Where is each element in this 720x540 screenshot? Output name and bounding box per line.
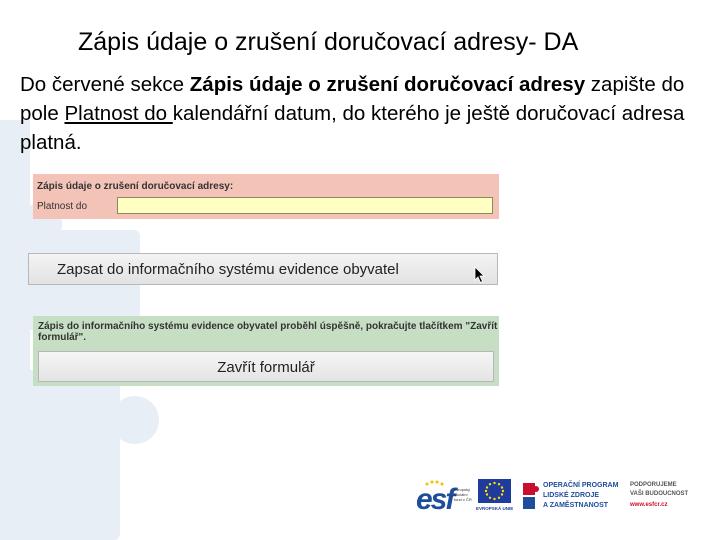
intro-text-1: Do červené sekce <box>20 73 190 96</box>
intro-bold-section-name: Zápis údaje o zrušení doručovací adresy <box>189 73 586 96</box>
eu-flag-icon <box>478 479 511 503</box>
close-form-button[interactable] <box>38 351 494 382</box>
esf-url: www.esfcr.cz <box>630 502 668 508</box>
op-line-3: A ZAMĚSTNANOST <box>543 502 609 509</box>
intro-underlined-field-name: Platnost do <box>64 102 173 125</box>
eu-label: EVROPSKÁ UNIE <box>476 506 514 511</box>
slide-title: Zápis údaje o zrušení doručovací adresy- DA <box>78 28 579 56</box>
slogan-text <box>630 481 688 499</box>
op-lzz-logo <box>519 479 627 517</box>
esf-subtext: evropský sociální fond v ČR <box>454 487 472 502</box>
esf-wordmark: esf <box>416 483 454 516</box>
validity-date-input[interactable] <box>117 197 493 214</box>
close-button-label: Zavřít formulář <box>217 359 315 376</box>
intro-paragraph <box>20 70 705 157</box>
write-button-label: Zapsat do informačního systému evidence obyvatel <box>57 261 399 278</box>
op-line-1: OPERAČNÍ PROGRAM <box>543 482 619 489</box>
slogan-line-2: VAŠI BUDOUCNOST <box>630 491 689 497</box>
eu-logo <box>476 479 524 517</box>
op-text <box>543 481 618 511</box>
intro-text-3: kalendářní datum, do kterého je ještě doručovací adresa platná. <box>20 102 685 154</box>
esf-logo <box>416 479 476 517</box>
red-section-cancel-address <box>33 174 499 219</box>
mouse-cursor-icon <box>474 266 486 284</box>
red-section-header: Zápis údaje o zrušení doručovací adresy: <box>37 181 234 192</box>
green-section-success <box>33 316 499 386</box>
footer-logos <box>416 479 706 517</box>
intro-text-2: zapište do pole <box>20 73 685 125</box>
support-slogan <box>630 479 706 517</box>
op-line-2: LIDSKÉ ZDROJE <box>543 492 600 499</box>
op-puzzle-icon <box>521 481 539 511</box>
slogan-line-1: PODPORUJEME <box>630 482 677 488</box>
validity-label: Platnost do <box>37 201 88 212</box>
write-to-registry-button[interactable] <box>28 253 498 285</box>
success-message: Zápis do informačního systému evidence obyvatel proběhl úspěšně, pokračujte tlačítkem "Zavřít formulář". <box>38 321 498 343</box>
